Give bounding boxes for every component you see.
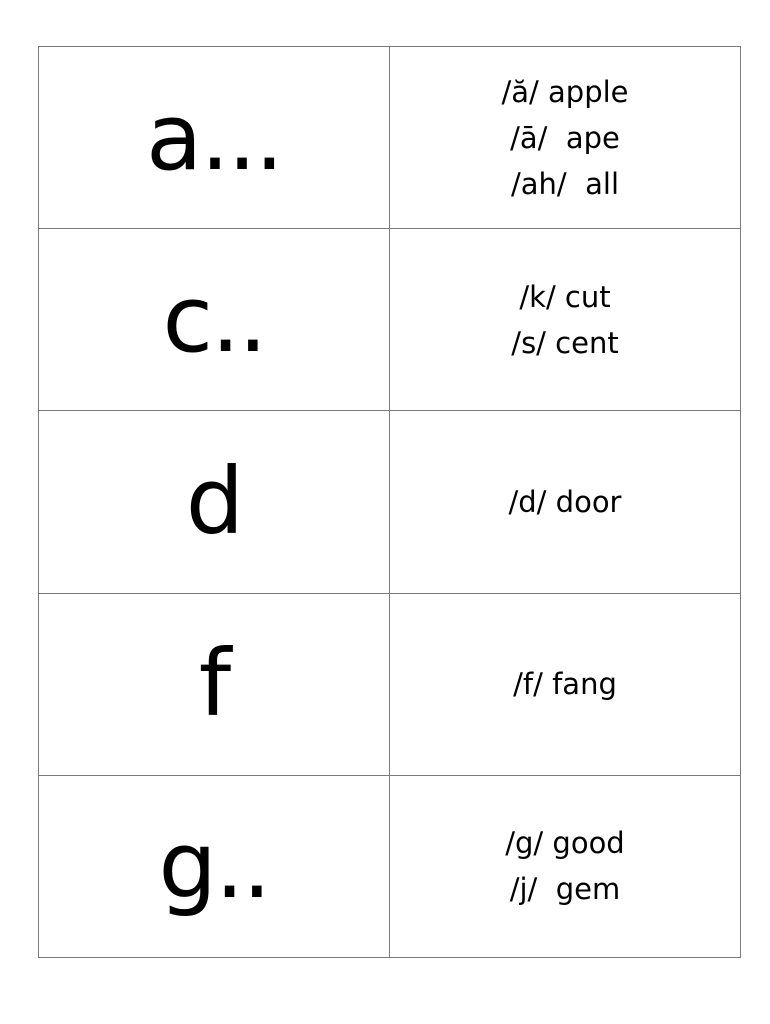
card-row-c	[39, 229, 741, 411]
letter-d: d	[185, 447, 243, 555]
sounds-list	[390, 276, 740, 364]
letter-a: a...	[145, 83, 283, 191]
phonics-card-table	[38, 46, 741, 958]
sound-line: /g/ good	[505, 826, 625, 861]
sound-line: /j/ gem	[509, 872, 621, 907]
card-row-a	[39, 47, 741, 229]
card-row-f	[39, 593, 741, 775]
sound-line: /s/ cent	[511, 325, 619, 360]
letter-cell	[39, 411, 390, 593]
sound-line: /k/ cut	[519, 279, 611, 314]
letter-cell	[39, 229, 390, 411]
sounds-list	[390, 481, 740, 523]
card-row-g	[39, 775, 741, 957]
sounds-cell	[390, 411, 741, 593]
letter-cell	[39, 47, 390, 229]
sounds-list	[390, 71, 740, 205]
letter-c: c..	[162, 265, 266, 373]
sounds-cell	[390, 47, 741, 229]
sound-line: /d/ door	[508, 484, 622, 519]
letter-cell	[39, 593, 390, 775]
sound-line: /ā/ ape	[510, 120, 620, 155]
sounds-cell	[390, 775, 741, 957]
sound-line: /f/ fang	[513, 667, 617, 702]
card-row-d	[39, 411, 741, 593]
sound-line: /ah/ all	[510, 166, 619, 201]
letter-f: f	[198, 630, 230, 738]
sounds-cell	[390, 593, 741, 775]
sounds-list	[390, 663, 740, 705]
letter-cell	[39, 775, 390, 957]
letter-g: g..	[158, 812, 270, 920]
sounds-cell	[390, 229, 741, 411]
sounds-list	[390, 822, 740, 910]
sound-line: /ă/ apple	[501, 74, 629, 109]
